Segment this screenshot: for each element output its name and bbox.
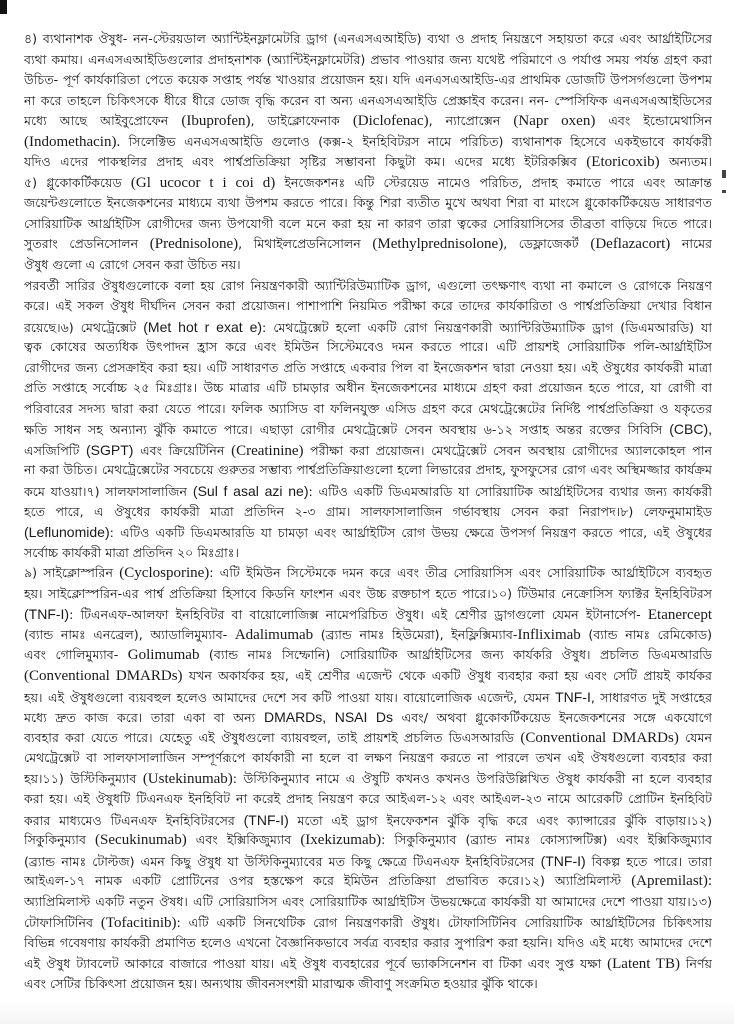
text-line	[24, 481, 712, 502]
text-run: সিকুকিনুম্যাব	[24, 832, 96, 848]
text-line	[24, 440, 712, 461]
text-run: (ব্যান্ড নামঃ এনব্রেল), অ্যাডালিমুম্যাব-	[24, 626, 235, 642]
latin-term: (Napr oxen)	[513, 113, 596, 130]
latin-term: (Sul f asal azi ne)	[192, 483, 309, 500]
scan-edge-mark	[722, 190, 726, 193]
latin-term: Golimumab	[127, 647, 200, 664]
text-line	[24, 502, 712, 523]
text-line	[24, 748, 712, 769]
text-run: করা হয়। এই ঔষুধটি টিএনএফ ইনহিবিট না করেই প্রদাহ নিয়ন্ত্রণ করে আইএল-১২ এবং আইএল-২৩ নামে আরেকটি প্রোটিন ইনহিবিট	[24, 791, 712, 807]
text-run: প্রতি সপ্তাহে সর্বোচ্চ ২৫ মিঃগ্রাঃ। উচ্চ মাত্রার এটি চামড়ার অধীন ইনজেকশনের মাধ্যমে গ্রহণ করা প্রয়োজন হতে পারে, যা রোগী বা	[24, 380, 712, 396]
text-line	[24, 337, 712, 358]
text-run: এবং সেটির চিকিৎসা প্রয়োজন হয়। অন্যথায় জীবনসংশয়ী মারাত্মক জীবাণু সংক্রমিত হওয়ার ঝুঁকি থাকে।	[24, 976, 538, 992]
latin-term: (Etoricoxib)	[586, 154, 660, 171]
text-run: অন্যতম।	[659, 154, 712, 170]
text-line	[24, 851, 712, 872]
latin-term: Infliximab	[517, 626, 581, 643]
text-run: হতে পারে, এ ঔষুধের কার্যকরী মাত্রা প্রতিদিন ২-৩ গ্রাম। সালফাসালাজিন গর্ভাবস্থায় সেবন করা নিরাপদ।৮) লেফনুমামাইড	[24, 503, 712, 519]
text-run: (ব্যান্ড নামঃ রেমিকোড)	[580, 626, 712, 642]
text-line	[24, 584, 712, 605]
latin-term: (Latent TB)	[607, 955, 680, 972]
text-run: হয়। এই ঔষুধগুলো ব্যয়বহুল হলেও আমাদের দেশে সব কটি পাওয়া যায়। বায়োলোজিক এজেন্ট, যেমন	[24, 689, 556, 705]
latin-term: (Conventional DMARDs)	[24, 667, 183, 684]
latin-term: (Ixekizumab)	[300, 832, 382, 849]
latin-term: (Ibuprofen)	[181, 113, 251, 130]
text-run: এবং ক্রিয়েটিনিন	[133, 442, 232, 458]
text-run: বিভিন্ন গবেষণায় কার্যকরী প্রমাণিত হলেও এখনো বৈজ্ঞানিকভাবে সর্বত্র ব্যবহার করার সুপারিশ করা হয়নি। যদিও এই মধ্যে আমাদের দেশে	[24, 935, 712, 951]
latin-term: (TNF-I)	[243, 811, 289, 828]
text-run: ঔষুধ গুলো এ রোগে সেবন করা উচিত নয়।	[24, 257, 241, 273]
latin-term: (Tofacitinib)	[100, 914, 177, 931]
text-run: এবং ইক্সিকিজুম্যাব	[186, 832, 301, 848]
scan-corner-mark	[0, 0, 7, 14]
text-run: আইএল-১৭ নামক একটি প্রোটিনের ওপর হস্তক্ষেপ করে ইমিউন প্রতিক্রিয়া প্রভাবিত করে।১২) অ্যাপ্রিমিলাস্ট	[24, 873, 632, 889]
text-run: ৫) গ্লুকোকর্টিকয়েড	[24, 174, 131, 190]
text-run: বিকল্প হতে পারে। তারা	[585, 853, 712, 869]
latin-term: TNF-I	[555, 688, 591, 705]
latin-term: (Secukinumab)	[95, 832, 187, 849]
text-run: জয়েন্টগুলোতে ইনজেকশনের মাধ্যমে ব্যথা উপশম করতে পারে। কিন্তু শিরা ব্যতীত মুখে অথবা শিরা বা মাংসে গ্লুকোকর্টিকয়েড সাধারণত	[24, 195, 712, 211]
text-line	[24, 152, 712, 173]
latin-term: (Prednisolone)	[149, 236, 239, 253]
text-line	[24, 29, 712, 50]
text-run: ইনজেকশনঃ এটি স্টেরয়েড নামেও পরিচিত, প্রদাহ কমাতে পারে এবং আক্রান্ত	[275, 174, 712, 190]
text-line	[24, 789, 712, 810]
text-run: টোফাসিটিনিব	[24, 914, 101, 930]
text-run: : টিএনএফ-আলফা ইনহিবিটর বা বায়োলোজিক্স নামেপরিচিত ঔষুধ। এই শ্রেণীর ড্রাগগুলো যেমন ইটানার্সেপ-	[69, 607, 648, 623]
text-run: রোগীদের জন্য প্রেসক্রাইব করা হয়। এটি সাধারণত প্রতি সপ্তাহে একবার পিল বা ইনজেকশন দ্বারা নেওয়া হয়। এই ঔষুধের কার্যকরী মাত্রা	[24, 359, 712, 375]
text-run: নামের	[670, 236, 712, 252]
text-run: সর্বোচ্চ কার্যকরী মাত্রা প্রতিদিন ২০ মিঃগ্রাঃ।	[24, 544, 239, 560]
text-run: রয়েছে।৬) মেথট্রেক্সেট	[24, 319, 144, 335]
text-run: : মেথট্রেক্সেট হলো একটি রোগ নিয়ন্ত্রণকারী অ্যান্টিরিউম্যাটিক ড্রাগ (ডিএমআরডি) যা	[262, 319, 712, 335]
text-run: পরিবারের সদস্য দ্বারা করা যেতে পারে। ফলিক অ্যাসিড বা ফলিনযুক্ত এসিড গ্রহণ করে মেথট্রেক্সেটের নির্দিষ্ট পার্শ্বপ্রতিক্রিয়া ও যকৃতের	[24, 400, 712, 416]
text-run: নির্ণয়	[679, 955, 712, 971]
text-run: মধ্যে দ্রুত কাজ করে। তারা একা বা অন্য	[24, 710, 264, 726]
document-body	[24, 29, 712, 995]
latin-term: (Leflunomide)	[24, 524, 110, 541]
text-run: করার মাধ্যমেও টিএনএফ ইনহিবিটরসের	[24, 812, 244, 828]
text-run: এবং ইন্ডোমেথাসিন	[595, 113, 712, 129]
text-run: ৯) সাইক্লোস্পরিন	[24, 565, 120, 581]
text-run: না করে তাহলে চিকিৎসকে ধীরে ধীরে ডোজ বৃদ্ধি করেন বা অন্য এনএসএআইডি প্রেস্ক্রাইব করেন। নন- স্পেসিফিক এনএসএআইডিসের	[24, 92, 712, 108]
latin-term: (Cyclosporine)	[119, 565, 210, 582]
text-run: ব্যবহার করা যেতে পারে। যেহেতু এই ঔষুধগুলো ব্যায়বহুল, তাই প্রায়শই প্রচলিত ডিএসআরডি	[24, 729, 521, 745]
text-run: ব্যথা কমায়। এনএসএআইডিগুলোর প্রদাহনাশক (অ্যান্টিইনফ্লামেটরি) প্রভাব পাওয়ার জন্য যথেষ্ট পরিমাণে ও পর্যাপ্ত সময় পর্যন্ত গ্রহণ করা	[24, 51, 712, 67]
latin-term: (SGPT)	[86, 441, 134, 458]
text-run: মেথট্রেক্সেট বা সালফাসালাজিন সম্পূর্ণরূপে কার্যকারী না হলে বা লক্ষণ নিয়ন্ত্রণ করতে না পারলে তখন এই ঔষধগুলো ব্যবহার করা	[24, 750, 712, 766]
text-run: , ডাইক্লোফেনাক	[250, 113, 353, 129]
latin-term: Adalimumab	[234, 626, 314, 643]
text-line	[24, 645, 712, 666]
text-run: মধ্যে আছে আইবুপ্রোফেন	[24, 113, 182, 129]
text-line	[24, 419, 712, 440]
text-run: এসজিপিটি	[24, 442, 87, 458]
text-run: (ব্র্যান্ড নামঃ হিউমেরা), ইনফ্লিক্সিম্যাব-	[313, 626, 518, 642]
text-line	[24, 563, 712, 584]
text-line	[24, 625, 712, 646]
text-line	[24, 70, 712, 91]
text-line	[24, 707, 712, 728]
latin-term: (Conventional DMARDs)	[520, 729, 679, 746]
text-run: : সিকুকিনুম্যাব (ব্র্যান্ড নামঃ কোস্যান্সটিক্স) এবং ইক্সিকিজুম্যাব	[381, 832, 712, 848]
text-run: এই ঔষুধ ট্যাবলেট আকারে বাজারে পাওয়া যায়। এই ঔষুধ ব্যবহারের পূর্বে ভ্যাকসিনেশন বা টিকা এবং সুপ্ত যক্ষা	[24, 955, 608, 971]
scan-edge-mark	[722, 170, 726, 178]
text-line	[24, 954, 712, 975]
text-run: : এটিও একটি ডিএমআরডি যা সোরিয়াটিক আর্থ্রাইটিসের ব্যথার জন্য কার্যকরী	[308, 484, 712, 500]
text-line	[24, 522, 712, 543]
text-run: সিলেক্টিভ এনএসএআইডি গুলোও (কক্স-২ ইনহিবিটরস নামে পরিচিত) ব্যথানাশক হিসেবে একইভাবে কার্যকরী	[120, 133, 712, 149]
latin-term: (CBC),	[669, 421, 712, 438]
text-line	[24, 810, 712, 831]
text-run: : উস্টিকিনুম্যাব নামে এ ঔষুটি কখনও কখনও উপরিউল্লিখিত ঔষুধ কার্যকরী না হলে ব্যবহার	[232, 770, 712, 786]
text-line	[24, 933, 712, 954]
text-run: পরীক্ষা করা প্রয়োজন। মেথট্রেক্সেট সেবন অবস্থায় রোগীদের অ্যালকোহল পান	[303, 442, 712, 458]
text-line	[24, 317, 712, 338]
text-line	[24, 769, 712, 790]
text-run: : এটি ইমিউন সিস্টেমকে দমন করে এবং তীব্র সোরিয়াসিস এবং সোরিয়াটিক আর্থ্রাইটিসে ব্যবহৃত	[209, 565, 712, 581]
text-line	[24, 50, 712, 71]
text-line	[24, 91, 712, 112]
text-run: হয়। সাইক্লোস্পরিন-এর পার্শ্ব প্রতিক্রিয়া হিসাবে কিডনি ফাংশন এবং উচ্চ রক্তচাপ হতে পারে।১০) টিউমার নেক্রোসিস ফ্যাক্টর ইনহিবিটরস	[24, 585, 712, 601]
text-line	[24, 892, 712, 913]
text-run: সোরিয়াটিক আর্থ্রাইটিস রোগীদের জন্য উপযোগী বলে মনে করা হয় না কারণ তারা ত্বকের সোরিয়াসিসের তীব্রতা বাড়িয়ে দিতে পারে।	[24, 215, 712, 231]
text-line	[24, 728, 712, 749]
latin-term: (Met hot r exat e)	[143, 318, 263, 335]
text-run: যেমন	[678, 729, 712, 745]
latin-term: (Deflazacort)	[590, 236, 671, 253]
text-line	[24, 214, 712, 235]
text-line	[24, 296, 712, 317]
text-line	[24, 378, 712, 399]
latin-term: (Ustekinumab)	[142, 770, 233, 787]
text-run: , ডেফ্লাজেকর্ট	[503, 236, 591, 252]
text-line	[24, 234, 712, 255]
text-line	[24, 111, 712, 132]
text-line	[24, 666, 712, 687]
latin-term: (TNF-I)	[540, 852, 586, 869]
text-run: : এটি একটি সিনথেটিক রোগ নিয়ন্ত্রণকারী ঔষুধ। টোফাসিটিনিব সোরিয়াটিক আর্থ্রাইটিসের চিকিৎসায়	[176, 914, 712, 930]
text-run: , মিথাইলপ্রেডনিসোলন	[238, 236, 373, 252]
text-run: না করা উচিত। মেথট্রেক্সেটের সবচেয়ে গুরুতর সম্ভাব্য পার্শ্বপ্রতিক্রিয়াগুলো হলো লিভারের প্রদাহ, ফুসফুসের রোগ এবং অস্থিমজ্জার কার্যক্রম	[24, 462, 712, 478]
text-run: কমে যাওয়া।৭) সালফাসালাজিন	[24, 484, 193, 500]
text-line	[24, 913, 712, 934]
text-line	[24, 255, 712, 276]
text-run: , সাধারণত দুই সপ্তাহের	[590, 689, 712, 705]
text-run: এবং গোলিমুম্যাব-	[24, 647, 128, 663]
text-line	[24, 276, 712, 297]
text-line	[24, 173, 712, 194]
text-run: করে। এই সকল ঔষুধ দীর্ঘদিন সেবন করা প্রয়োজন। পাশাপাশি নিয়মিত পরীক্ষা করে তাদের কার্যকারিতা ও পার্শ্বপ্রতিক্রিয়া দেখার বিধান	[24, 298, 712, 314]
latin-term: (Methylprednisolone)	[372, 236, 504, 253]
text-line	[24, 132, 712, 153]
text-run: সুতরাং প্রেডনিসোলন	[24, 236, 150, 252]
latin-term: (Diclofenac)	[352, 113, 429, 130]
latin-term: (Creatinine)	[231, 442, 304, 459]
text-line	[24, 830, 712, 851]
latin-term: (Indomethacin).	[24, 133, 121, 150]
text-run: মতো এই ড্রাগ ইনফেকশন ঝুঁকি বৃদ্ধি করে এবং ক্যান্সারের ঝুঁকি বাড়ায়।১২)	[288, 812, 712, 828]
latin-term: (Apremilast):	[631, 873, 712, 890]
latin-term: DMARDs, NSAI Ds	[263, 709, 394, 726]
text-run: উচিত- পূর্ণ কার্যকারিতা পেতে কয়েক সপ্তাহ পর্যন্ত খাওয়ার প্রয়োজন হয়। যদি এনএসএআইডি-এর প্রাথমিক ডোজটি উপসর্গগুলো উপশম	[24, 72, 712, 88]
text-run: ত্বক কোষের অত্যধিক উৎপাদন হ্রাস করে এবং ইমিউন সিস্টেমবেও দমন করতে পারে। এটি প্রায়শই সোরিয়াটিক পলি-আর্থ্রাইটিস	[24, 339, 712, 355]
text-run: : এটিও একটি ডিএমআরডি যা চামড়া এবং আর্থ্রাইটিস রোগ উভয় ক্ষেত্রে উপসর্গ নিয়ন্ত্রণ করতে পারে, এই ঔষুধের	[109, 525, 712, 541]
latin-term: (Gl ucocor t i coi d)	[130, 174, 276, 191]
text-run: যখন অকার্যকর হয়, এই শ্রেণীর এজেন্ট থেকে একটি ঔষুধ ব্যবহার করা হয় এবং সেটি প্রায়ই কার্যকর	[182, 667, 712, 683]
latin-term: (TNF-I)	[24, 606, 70, 623]
text-line	[24, 460, 712, 481]
latin-term: Etanercept	[647, 607, 712, 624]
text-line	[24, 974, 712, 995]
text-line	[24, 358, 712, 379]
text-run: অ্যাপ্রিমিলাস্ট একটি নতুন ঔষধ। এটি সোরিয়াসিস এবং সোরিয়াটিক আর্থ্রাইটিস উভয়ক্ষেত্রে কার্যকরী যা আমাদের দেশে পাওয়া যায়।১৩)	[24, 893, 712, 909]
page-bottom-shadow	[0, 1000, 734, 1024]
text-run: ক্ষতি সাধন সহ অন্যান্য ঝুঁকি কমাতে পারে। এছাড়া রোগীর মেথট্রেক্সেট সেবন অবস্থায় ৬-১২ সপ্তাহ অন্তর রক্তের সিবিসি	[24, 422, 670, 438]
text-run: যদিও এদের পাকস্থলির প্রদাহ এবং পার্শ্বপ্রতিক্রিয়া সৃষ্টির সম্ভাবনা কিছুটা কম। এদের মধ্যে ইটরিকক্সিব	[24, 154, 587, 170]
text-run: পরবর্তী সারির ঔষুধগুলোকে বলা হয় রোগ নিয়ন্ত্রণকারী অ্যান্টিরিউম্যাটিক ড্রাগ, এগুলো তৎক্ষণাৎ ব্যথা না কমালে ও রোগকে নিয়ন্ত্রণ	[24, 277, 712, 293]
text-run: এবং/ অথবা গ্লুকোকর্টিকয়েড ইনজেকশনের সঙ্গে একযোগে	[393, 710, 712, 726]
text-run: , ন্যাপ্রোক্সেন	[428, 113, 514, 129]
text-line	[24, 399, 712, 420]
text-line	[24, 604, 712, 625]
text-run: হয়।১১) উস্টিকিনুম্যাব	[24, 770, 143, 786]
text-run: ৪) ব্যথানাশক ঔষুধ- নন-স্টেরয়ডাল অ্যান্টিইনফ্লামেটরি ড্রাগ (এনএসএআইডি) ব্যথা ও প্রদাহ নিয়ন্ত্রণে সহায়তা করে এবং আর্থ্রাইটিসের	[24, 31, 712, 46]
text-run: (ব্র্যান্ড নামঃ টোল্টজ) এমন কিছু ঔষুধ যা উস্টিকিনুম্যাবের মত কিছু ক্ষেত্রে টিএনএফ ইনহিবিটরসের	[24, 853, 541, 869]
text-line	[24, 193, 712, 214]
text-line	[24, 687, 712, 708]
text-run: (ব্যান্ড নামঃ সিম্ফোনি) সোরিয়াটিক আর্থ্রাইটিসের জন্য কার্যকরি ঔষুধ। প্রচলিত ডিএমআরডি	[199, 647, 712, 663]
text-line	[24, 871, 712, 892]
text-line	[24, 543, 712, 564]
